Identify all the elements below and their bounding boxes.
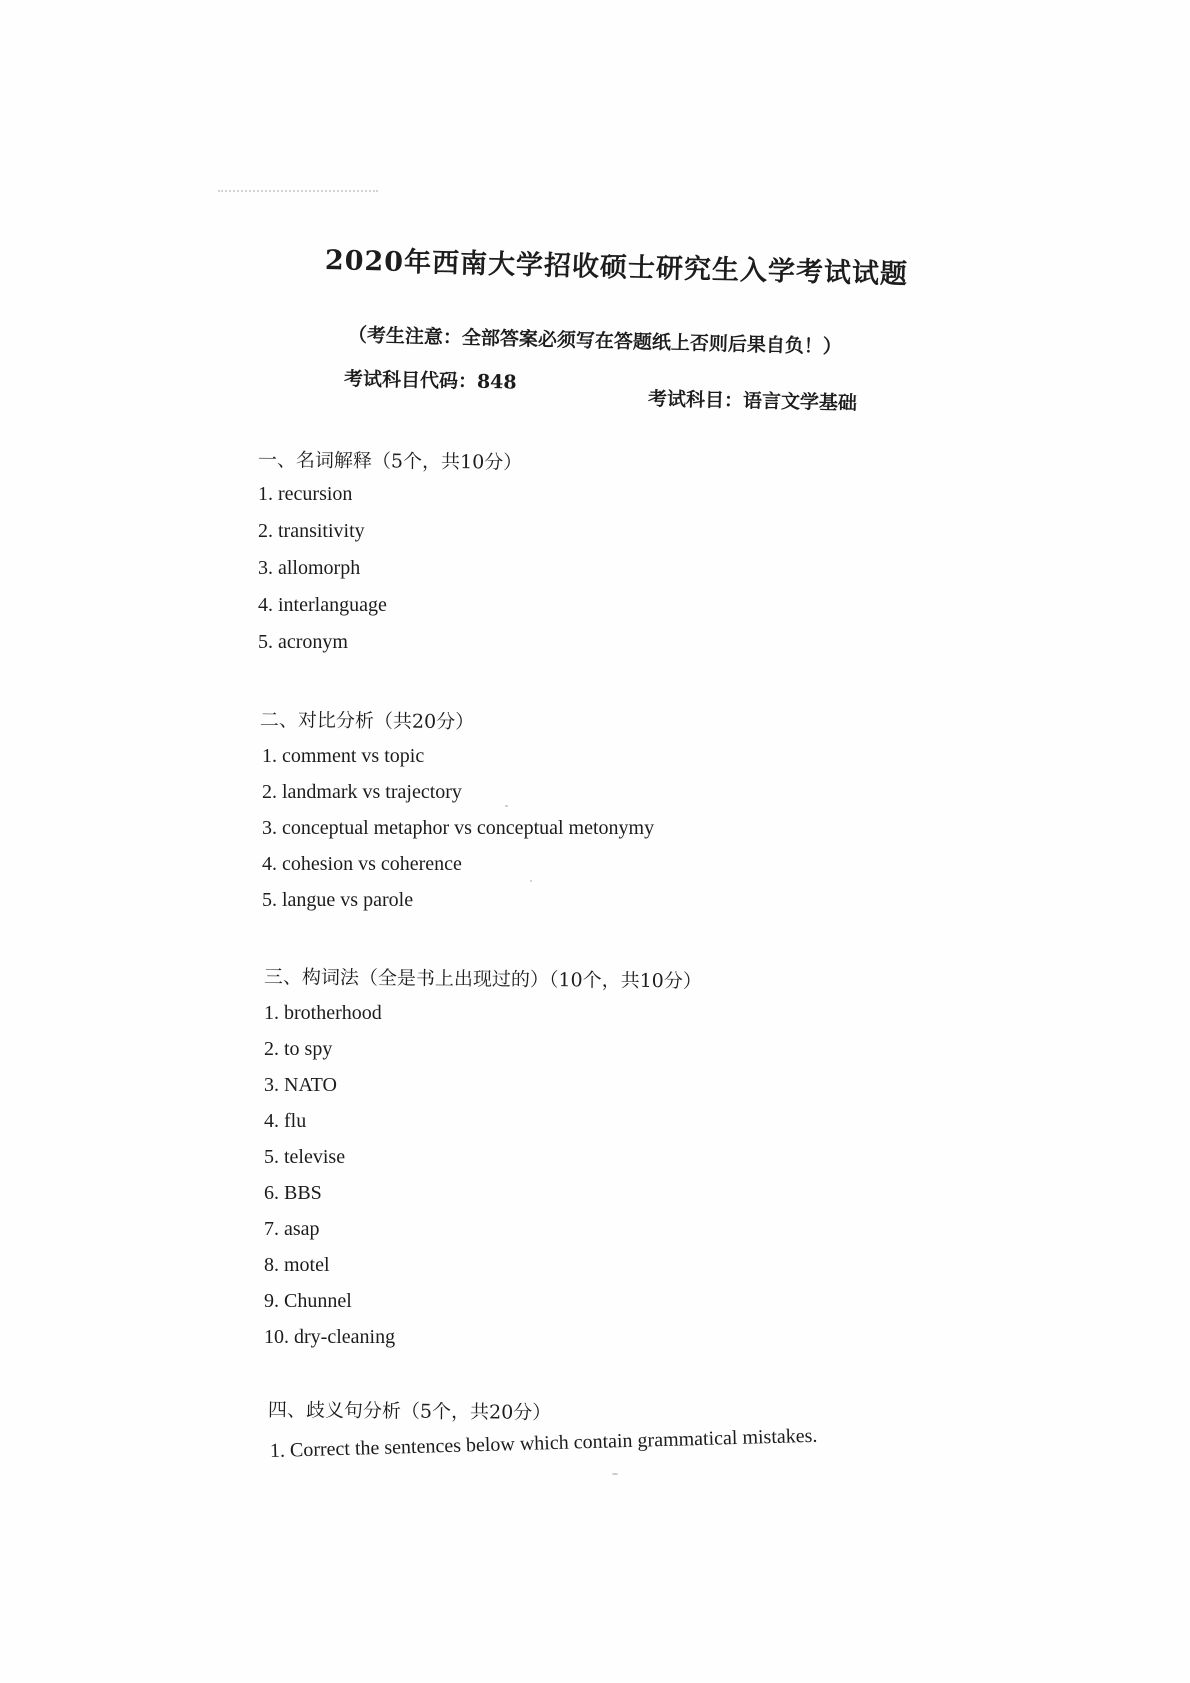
section-3-heading: 三、构词法（全是书上出现过的）（10个，共10分）	[263, 966, 702, 993]
section-3-item: 6. BBS	[264, 1182, 322, 1204]
section-1-item: 4. interlanguage	[258, 594, 387, 616]
section-2-item: 1. comment vs topic	[262, 745, 425, 767]
section-2-item: 2. landmark vs trajectory	[262, 781, 462, 803]
section-3-item: 4. flu	[264, 1110, 307, 1132]
exam-notice: （考生注意：全部答案必须写在答题纸上否则后果自负！）	[347, 324, 843, 359]
exam-code: 考试科目代码：848	[343, 368, 517, 394]
scan-speck	[505, 805, 508, 807]
section-1-heading: 一、名词解释（5个，共10分）	[257, 449, 523, 474]
scan-speck	[612, 1473, 618, 1475]
section-3-item: 9. Chunnel	[264, 1290, 352, 1312]
section-2-item: 3. conceptual metaphor vs conceptual metonymy	[262, 817, 655, 839]
section-2-item: 4. cohesion vs coherence	[262, 853, 462, 875]
scan-speck	[530, 880, 532, 882]
section-2-heading: 二、对比分析（共20分）	[259, 709, 475, 734]
section-3-item: 2. to spy	[264, 1038, 333, 1060]
section-3-item: 10. dry-cleaning	[264, 1326, 396, 1348]
section-1-item: 2. transitivity	[258, 520, 365, 542]
section-3-item: 7. asap	[264, 1218, 320, 1240]
section-4-item: 1. Correct the sentences below which contain grammatical mistakes.	[269, 1424, 818, 1462]
section-3-item: 5. televise	[264, 1146, 346, 1168]
section-3-item: 1. brotherhood	[264, 1002, 382, 1024]
section-1-item: 1. recursion	[258, 483, 353, 505]
section-3-item: 8. motel	[264, 1254, 330, 1276]
exam-subject: 考试科目：语言文学基础	[647, 388, 858, 415]
section-3-item: 3. NATO	[264, 1074, 337, 1096]
exam-title: 2020年西南大学招收硕士研究生入学考试试题	[324, 245, 909, 291]
section-4-heading: 四、歧义句分析（5个，共20分）	[267, 1399, 552, 1424]
section-1-item: 5. acronym	[258, 631, 348, 653]
scan-artifact	[218, 190, 378, 196]
section-1-item: 3. allomorph	[258, 557, 361, 579]
section-2-item: 5. langue vs parole	[262, 889, 414, 911]
